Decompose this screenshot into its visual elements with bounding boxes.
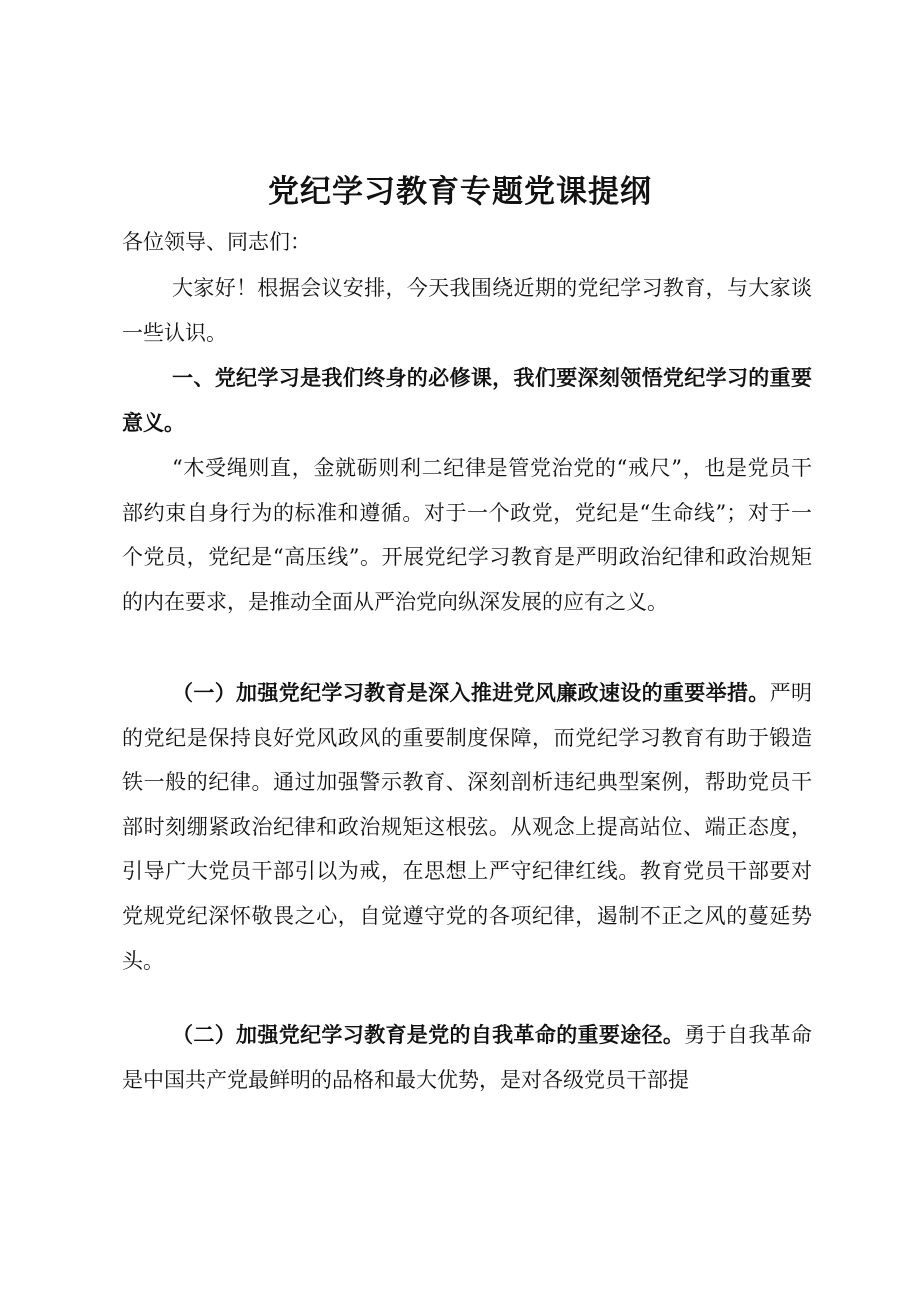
section-1-paragraph: “木受绳则直，金就砺则利二纪律是管党治党的“戒尺”，也是党员干部约束自身行为的标准和遵循。对于一个政党，党纪是“生命线”；对于一个党员，党纪是“高压线”。开展党纪学习教育是严明政治纪律和政治规矩的内在要求，是推动全面从严治党向纵深发展的应有之义。 (122, 456, 812, 614)
subsection-2-heading: （二）加强党纪学习教育是党的自我革命的重要途径。 (172, 1022, 685, 1047)
subsection-1-paragraph (122, 671, 812, 983)
subsection-1-text: 严明的党纪是保持良好党风政风的重要制度保障，而党纪学习教育有助于锻造铁一般的纪律。通过加强警示教育、深刻剖析违纪典型案例，帮助党员干部时刻绷紧政治纪律和政治规矩这根弦。从观念上提高站位、端正态度，引导广大党员干部引以为戒，在思想上严守纪律红线。教育党员干部要对党规党纪深怀敬畏之心，自觉遵守党的各项纪律，遏制不正之风的蔓延势头。 (122, 681, 813, 973)
subsection-2-paragraph (122, 1013, 812, 1102)
subsection-1-heading: （一）加强党纪学习教育是深入推进党风廉政速设的重要举措。 (172, 680, 770, 705)
section-heading-1: 一、党纪学习是我们终身的必修课，我们要深刻领悟党纪学习的重要意义。 (122, 365, 812, 435)
document-title: 党纪学习教育专题党课提纲 (268, 174, 652, 210)
subsection-2-text: 勇于自我革命是中国共产党最鲜明的品格和最大优势，是对各级党员干部提 (122, 1023, 813, 1092)
greeting-paragraph: 大家好！根据会议安排，今天我围绕近期的党纪学习教育，与大家谈一些认识。 (122, 276, 812, 345)
salutation: 各位领导、同志们： (122, 230, 311, 254)
